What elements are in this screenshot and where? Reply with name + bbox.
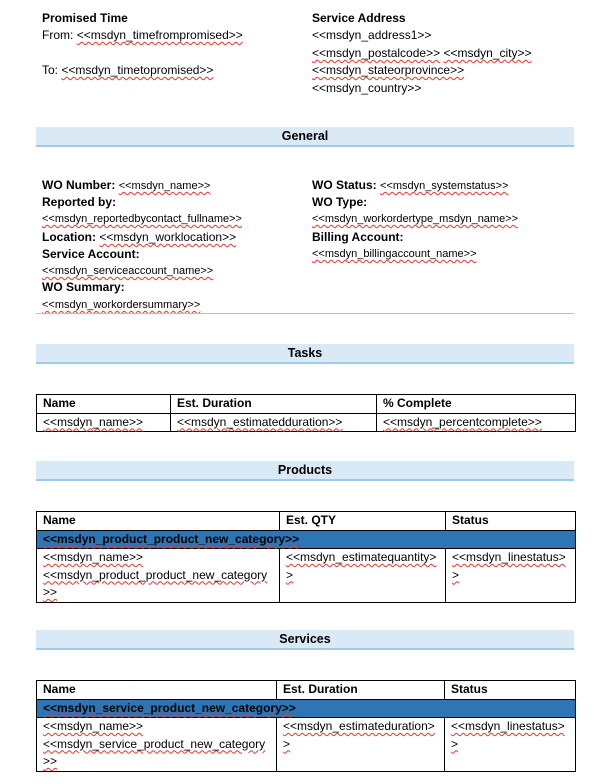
wo-status-line (312, 177, 508, 196)
tasks-col-name: Name (37, 395, 171, 414)
billing-account-value: <<msdyn_billingaccount_name>> (312, 248, 477, 260)
address-state: <<msdyn_stateorprovince>> (312, 63, 465, 77)
location-value: <<msdyn_worklocation>> (99, 230, 237, 244)
tasks-col-complete: % Complete (377, 395, 576, 414)
address-country: <<msdyn_country>> (312, 81, 422, 95)
table-row (37, 718, 576, 772)
table-row (37, 549, 576, 603)
products-category-cell: <<msdyn_product_product_new_category>> (37, 530, 576, 549)
wo-summary-value: <<msdyn_workordersummary>> (42, 299, 201, 311)
products-cell-qty: <<msdyn_estimatequantity>> (280, 549, 446, 603)
services-name-line1: <<msdyn_name>> (43, 719, 144, 733)
services-name-line2: <<msdyn_service_product_new_category>> (43, 736, 266, 768)
wo-summary-label: WO Summary: (42, 280, 125, 294)
services-section-header: Services (36, 630, 574, 650)
location-line (42, 229, 236, 247)
services-category-row (37, 699, 576, 718)
wo-status-label: WO Status: (312, 178, 377, 192)
service-account-value: <<msdyn_serviceaccount_name>> (42, 265, 214, 277)
tasks-cell-name: <<msdyn_name>> (37, 413, 171, 432)
wo-status-value: <<msdyn_systemstatus>> (380, 180, 509, 192)
tasks-header-row (37, 395, 576, 414)
promised-to-value: <<msdyn_timetopromised>> (61, 63, 214, 77)
products-table (36, 511, 576, 603)
service-address-heading: Service Address (312, 11, 406, 25)
address-line1: <<msdyn_address1>> (312, 28, 432, 42)
address-city: <<msdyn_city>> (443, 46, 532, 60)
products-col-qty: Est. QTY (280, 512, 446, 531)
products-category-row (37, 530, 576, 549)
services-cell-status: <<msdyn_linestatus>> (445, 718, 576, 772)
wo-type-value: <<msdyn_workordertype_msdyn_name>> (312, 213, 519, 225)
products-section-header: Products (36, 461, 574, 481)
reported-by-value: <<msdyn_reportedbycontact_fullname>> (42, 213, 242, 225)
promised-time-heading: Promised Time (42, 11, 128, 25)
products-cell-status: <<msdyn_linestatus>> (446, 549, 576, 603)
promised-from-label: From: (42, 28, 74, 42)
tasks-section-header: Tasks (36, 344, 574, 364)
wo-number-line (42, 177, 210, 196)
services-col-status: Status (445, 681, 576, 700)
tasks-cell-duration: <<msdyn_estimatedduration>> (171, 413, 377, 432)
services-cell-duration: <<msdyn_estimateduration>> (277, 718, 445, 772)
location-label: Location: (42, 230, 96, 244)
wo-number-value: <<msdyn_name>> (118, 180, 211, 192)
products-col-status: Status (446, 512, 576, 531)
services-category-cell: <<msdyn_service_product_new_category>> (37, 699, 576, 718)
products-name-line2: <<msdyn_product_product_new_category>> (43, 567, 268, 599)
services-col-name: Name (37, 681, 277, 700)
table-row (37, 413, 576, 432)
billing-account-label: Billing Account: (312, 230, 404, 244)
promised-to-label: To: (42, 63, 59, 77)
services-cell-name (37, 718, 277, 772)
general-section-divider (36, 313, 574, 314)
tasks-cell-complete: <<msdyn_percentcomplete>> (377, 413, 576, 432)
general-section-header: General (36, 127, 574, 147)
services-col-duration: Est. Duration (277, 681, 445, 700)
service-account-label: Service Account: (42, 247, 140, 261)
reported-by-label: Reported by: (42, 195, 117, 209)
promised-to-line (42, 62, 213, 80)
products-name-line1: <<msdyn_name>> (43, 550, 144, 564)
promised-from-value: <<msdyn_timefrompromised>> (76, 28, 243, 42)
wo-number-label: WO Number: (42, 178, 116, 192)
services-table (36, 680, 576, 772)
services-header-row (37, 681, 576, 700)
address-postalcode: <<msdyn_postalcode>> (312, 46, 441, 60)
tasks-col-duration: Est. Duration (171, 395, 377, 414)
promised-from-line (42, 27, 243, 45)
products-col-name: Name (37, 512, 280, 531)
wo-type-label: WO Type: (312, 195, 368, 209)
products-cell-name (37, 549, 280, 603)
products-header-row (37, 512, 576, 531)
tasks-table (36, 394, 576, 432)
address-postal-city-line (312, 45, 532, 63)
